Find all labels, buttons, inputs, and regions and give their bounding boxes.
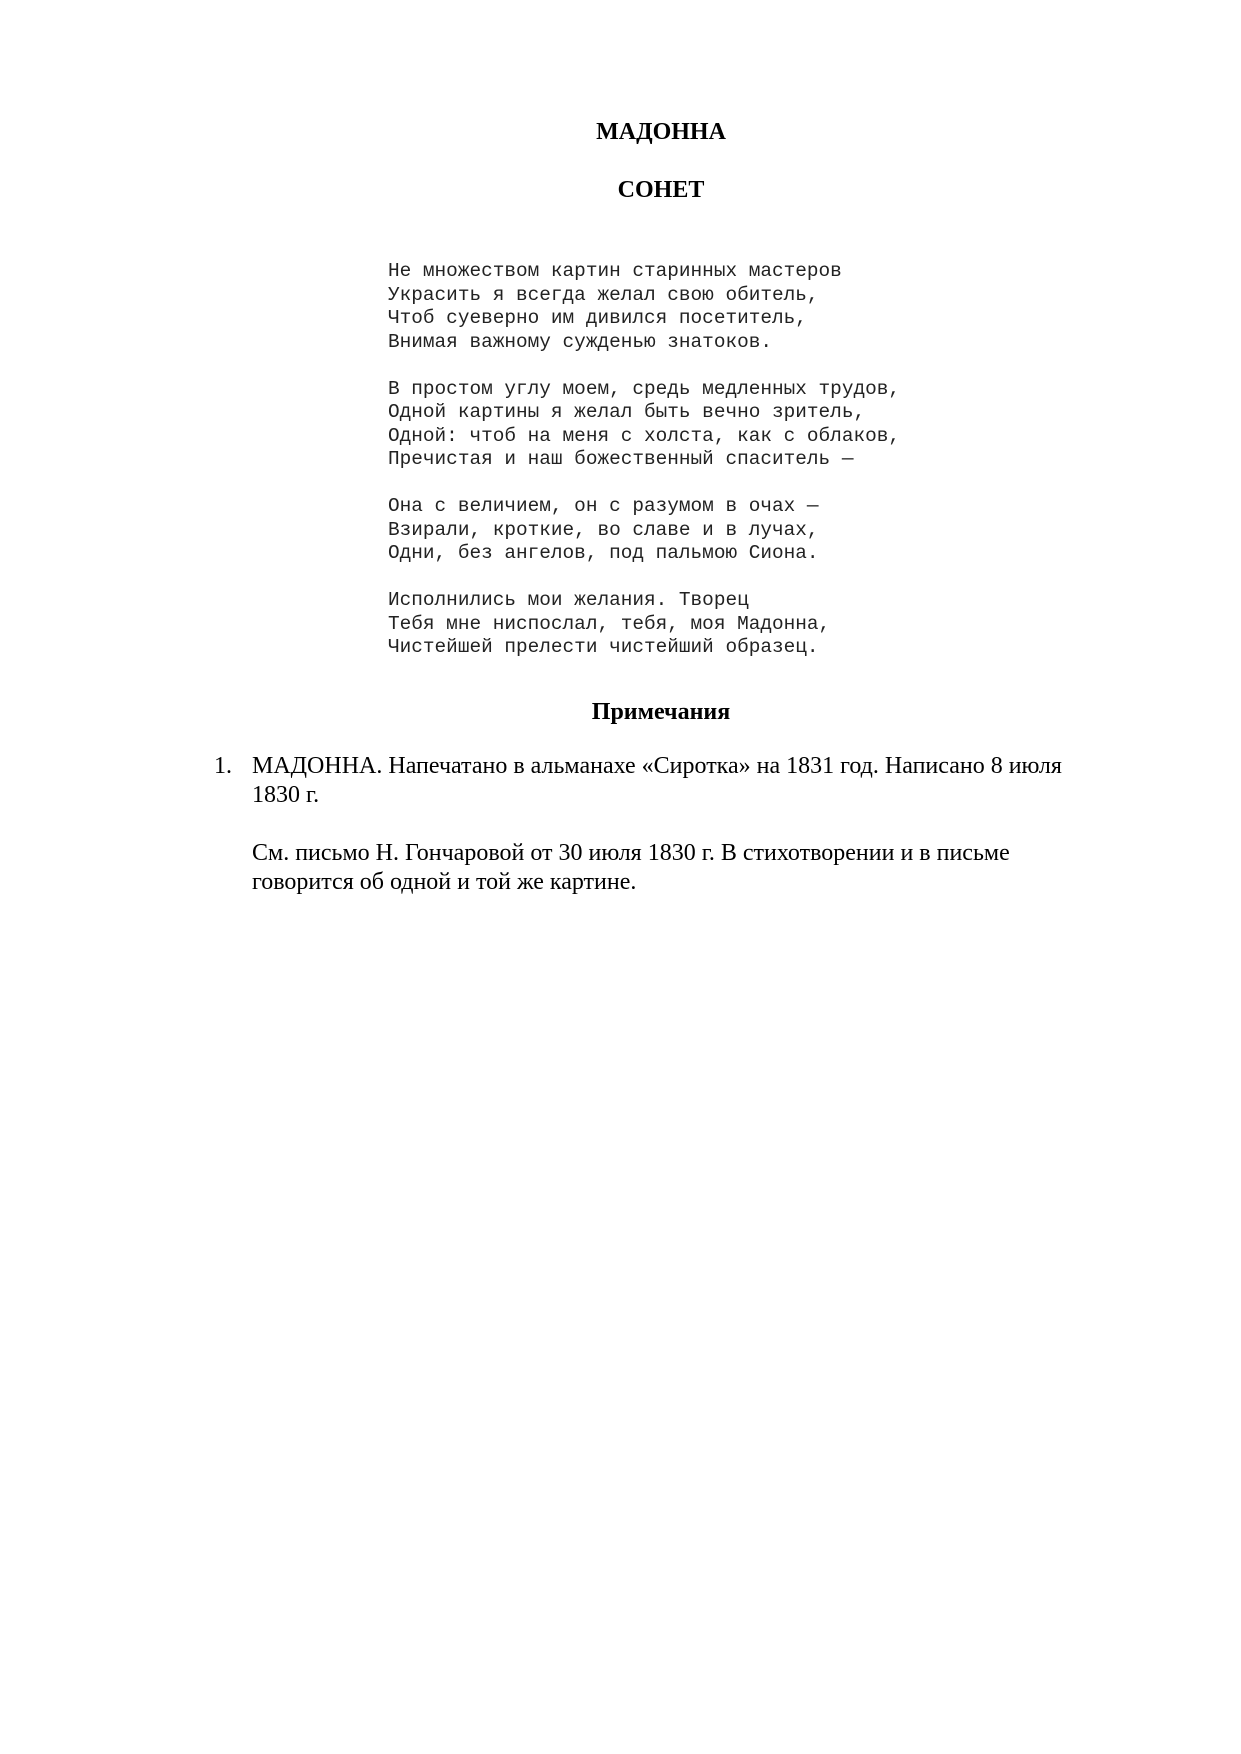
poem-line: Она с величием, он с разумом в очах — [388, 495, 819, 517]
poem-subtitle: СОНЕТ [617, 177, 705, 203]
note-item [214, 752, 1114, 897]
poem-title: МАДОННА [596, 119, 726, 145]
note-paragraph: См. письмо Н. Гончаровой от 30 июля 1830 г. В стихотворении и в письме говорится об одной и той же картине. [252, 840, 1010, 895]
poem-line: Чистейшей прелести чистейший образец. [388, 636, 819, 658]
stanza [388, 495, 1088, 566]
poem-line: Пречистая и наш божественный спаситель — [388, 448, 854, 470]
poem-line: Не множеством картин старинных мастеров [388, 260, 842, 282]
poem-line: Украсить я всегда желал свою обитель, [388, 283, 819, 306]
poem-line: Внимая важному сужденью знатоков. [388, 330, 772, 353]
poem-line: Чтоб суеверно им дивился посетитель, [388, 307, 807, 329]
poem-line: Исполнились мои желания. Творец [388, 589, 749, 611]
poem-line: Взирали, кроткие, во славе и в лучах, [388, 518, 819, 541]
notes-heading: Примечания [591, 699, 731, 725]
poem-line: Одни, без ангелов, под пальмою Сиона. [388, 542, 819, 564]
poem-body [388, 260, 1088, 683]
stanza [388, 260, 1088, 354]
note-paragraph: МАДОННА. Напечатано в альманахе «Сиротка» на 1831 год. Написано 8 июля 1830 г. [252, 753, 1062, 808]
poem-line: В простом углу моем, средь медленных трудов, [388, 377, 900, 400]
poem-line: Одной: чтоб на меня с холста, как с облаков, [388, 424, 900, 447]
poem-line: Тебя мне ниспослал, тебя, моя Мадонна, [388, 612, 831, 635]
stanza [388, 378, 1088, 472]
poem-line: Одной картины я желал быть вечно зритель, [388, 401, 866, 423]
notes-list [214, 752, 1114, 926]
note-number: 1. [214, 753, 232, 779]
stanza [388, 589, 1088, 660]
